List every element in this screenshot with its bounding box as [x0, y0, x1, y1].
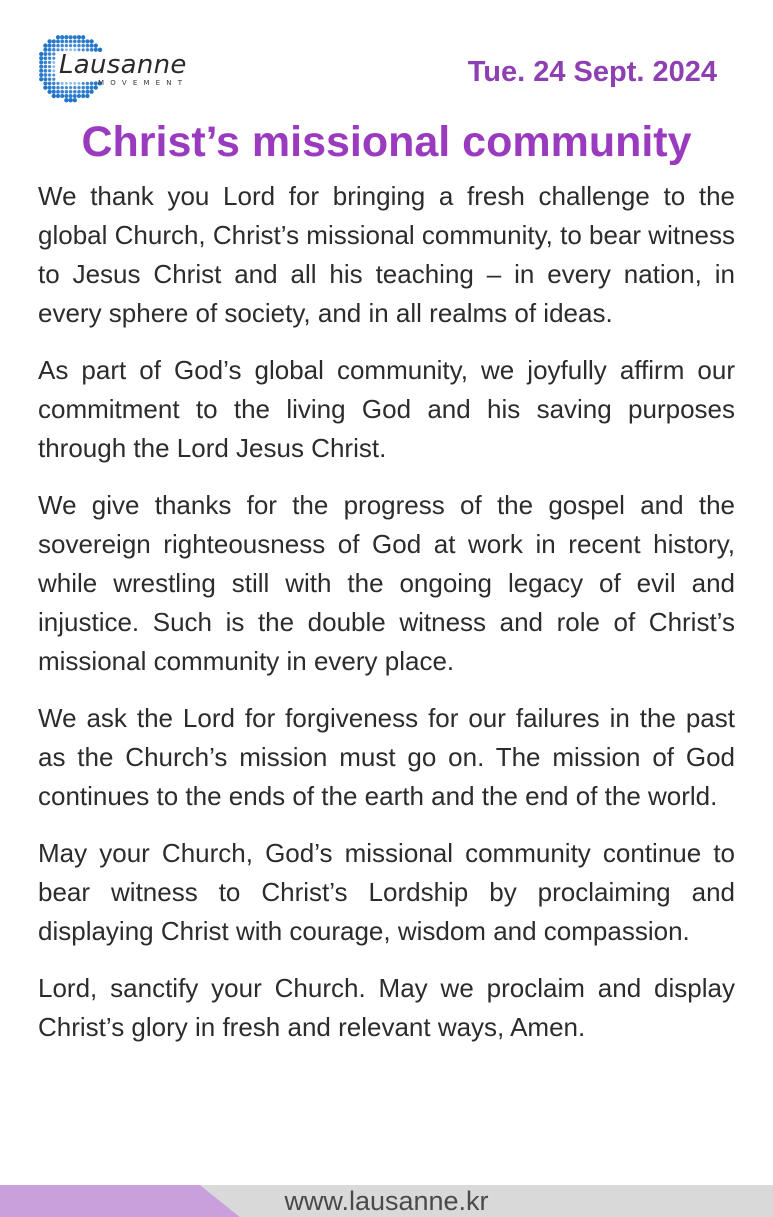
logo-dot — [81, 90, 85, 94]
logo-dot — [69, 94, 73, 98]
logo-dot — [73, 86, 76, 89]
logo-dot — [52, 78, 55, 81]
logo-dot — [81, 44, 85, 48]
logo-dot — [65, 86, 68, 89]
logo-dot — [69, 82, 72, 85]
logo-dot — [52, 52, 55, 55]
logo-dot — [65, 40, 69, 44]
logo-dot — [73, 40, 77, 44]
logo-dot — [48, 48, 52, 52]
logo-dot — [73, 35, 77, 39]
logo-dot — [60, 40, 64, 44]
page-title: Christ’s missional community — [81, 118, 692, 166]
logo-dot — [69, 86, 72, 89]
logo-dot — [56, 82, 59, 85]
logo-dot — [60, 94, 64, 98]
logo-dot — [39, 60, 43, 64]
logo-dot — [44, 73, 48, 77]
logo-dot — [60, 35, 64, 39]
logo-dot — [94, 43, 98, 47]
logo-dot — [39, 77, 43, 81]
footer-bar — [0, 1185, 773, 1217]
logo-dot — [69, 35, 73, 39]
logo-dot — [65, 90, 69, 94]
logo-dot — [52, 94, 56, 98]
logo-dot — [85, 94, 89, 98]
logo-dot — [77, 86, 80, 89]
logo-dot — [44, 56, 48, 60]
logo-dot — [48, 86, 52, 90]
logo-dot — [48, 57, 51, 60]
logo-dot — [85, 39, 89, 43]
logo-dot — [39, 73, 43, 77]
logo-dot — [82, 82, 85, 85]
logo-dot — [52, 86, 56, 90]
paragraph-1: We thank you Lord for bringing a fresh challenge to the global Church, Christ’s missional community, to bear witness to Jesus Christ and all his teaching – in every nation, in every sphere of society, and in all realms of ideas. — [38, 181, 735, 328]
logo-dot — [90, 82, 94, 86]
logo-dot — [61, 82, 64, 85]
logo-dot — [61, 44, 64, 47]
logo-dot — [52, 44, 56, 48]
logo-dot — [56, 39, 60, 43]
logo-dot — [43, 43, 47, 47]
logo-dot — [77, 90, 81, 94]
paragraph-6: Lord, sanctify your Church. May we proclaim and display Christ’s glory in fresh and relevant ways, Amen. — [38, 973, 735, 1042]
logo-dot — [48, 73, 51, 76]
logo-dot — [56, 94, 60, 98]
logo-dot — [47, 90, 51, 94]
footer-website-link[interactable]: www.lausanne.kr — [284, 1186, 489, 1216]
logo-dot — [73, 98, 77, 102]
logo-dot — [39, 56, 43, 60]
logo-dot — [85, 90, 89, 94]
logo-dot — [39, 65, 43, 69]
logo-dot — [43, 52, 47, 56]
logo-dot — [48, 77, 52, 81]
logo-dot — [47, 39, 51, 43]
logo-dot — [52, 65, 55, 68]
logo-dot — [90, 44, 94, 48]
logo-dot — [86, 44, 90, 48]
logo-dot — [89, 90, 93, 94]
logo-dot — [77, 35, 81, 39]
logo-dot — [48, 44, 52, 48]
logo-dot — [77, 40, 81, 44]
paragraph-5: May your Church, God’s missional community continue to bear witness to Christ’s Lordship by proclaiming and displaying Christ with courage, wisdom and compassion. — [38, 838, 735, 946]
logo-dot — [60, 90, 64, 94]
lausanne-logo — [34, 30, 204, 104]
logo-dot — [73, 94, 77, 98]
paragraph-3: We give thanks for the progress of the gospel and the sovereign righteousness of God at work in recent history, while wrestling still with the ongoing legacy of evil and injustice. Such is the double witness and role of Christ’s missional community in every place. — [38, 490, 735, 676]
logo-dot — [52, 90, 56, 94]
logo-dot — [52, 74, 55, 77]
logo-dot — [69, 44, 72, 47]
logo-dot — [81, 39, 85, 43]
paragraph-4: We ask the Lord for forgiveness for our failures in the past as the Church’s mission must go on. The mission of God continues to the ends of the earth and the end of the world. — [38, 703, 735, 811]
logo-dot — [56, 35, 60, 39]
logo-dot — [39, 69, 43, 73]
logo-dot — [43, 81, 47, 85]
logo-dot — [64, 94, 68, 98]
logo-dot — [86, 86, 90, 90]
logo-dot — [69, 40, 73, 44]
logo-dot — [48, 61, 51, 64]
logo-subtitle: MOVEMENT — [98, 79, 189, 87]
logo-dot — [81, 35, 85, 39]
logo-dot — [43, 85, 47, 89]
logo-dot — [43, 48, 47, 52]
logo-dot — [44, 61, 48, 65]
logo-dot — [52, 69, 55, 72]
logo-dot — [73, 82, 76, 85]
logo-dot — [64, 35, 68, 39]
logo-dot — [77, 44, 80, 47]
logo-dot — [69, 90, 73, 94]
logo-dot — [68, 98, 72, 102]
date-label: Tue. 24 Sept. 2024 — [467, 56, 717, 88]
logo-dot — [56, 44, 60, 48]
logo-dot — [52, 48, 55, 51]
logo-dot — [52, 57, 55, 60]
logo-dot — [52, 61, 55, 64]
logo-dot — [81, 94, 85, 98]
logo-dot — [44, 65, 48, 69]
logo-dot — [56, 90, 60, 94]
logo-dot — [48, 82, 52, 86]
logo-dot — [78, 82, 81, 85]
logo-dot — [61, 86, 64, 89]
logo-dot — [65, 82, 68, 85]
logo-dot — [52, 39, 56, 43]
paragraph-2: As part of God’s global community, we joyfully affirm our commitment to the living God and his saving purposes through the Lord Jesus Christ. — [38, 355, 735, 463]
logo-dot — [56, 86, 60, 90]
logo-dot — [77, 94, 81, 98]
logo-dot — [52, 82, 55, 85]
logo-dot — [73, 90, 77, 94]
logo-dot — [48, 69, 51, 72]
logo-wordmark: Lausanne — [59, 50, 187, 80]
logo-dot — [73, 44, 76, 47]
logo-dot — [48, 52, 52, 56]
logo-dot — [81, 86, 84, 89]
logo-dot — [44, 69, 48, 73]
logo-dot — [43, 77, 47, 81]
prayer-body — [38, 177, 735, 1065]
logo-dot — [48, 65, 51, 68]
logo-dot — [64, 98, 68, 102]
logo-dot — [39, 52, 43, 56]
logo-dot — [90, 86, 94, 90]
logo-dot — [86, 82, 89, 85]
logo-dot — [65, 44, 68, 47]
logo-dot — [89, 39, 93, 43]
